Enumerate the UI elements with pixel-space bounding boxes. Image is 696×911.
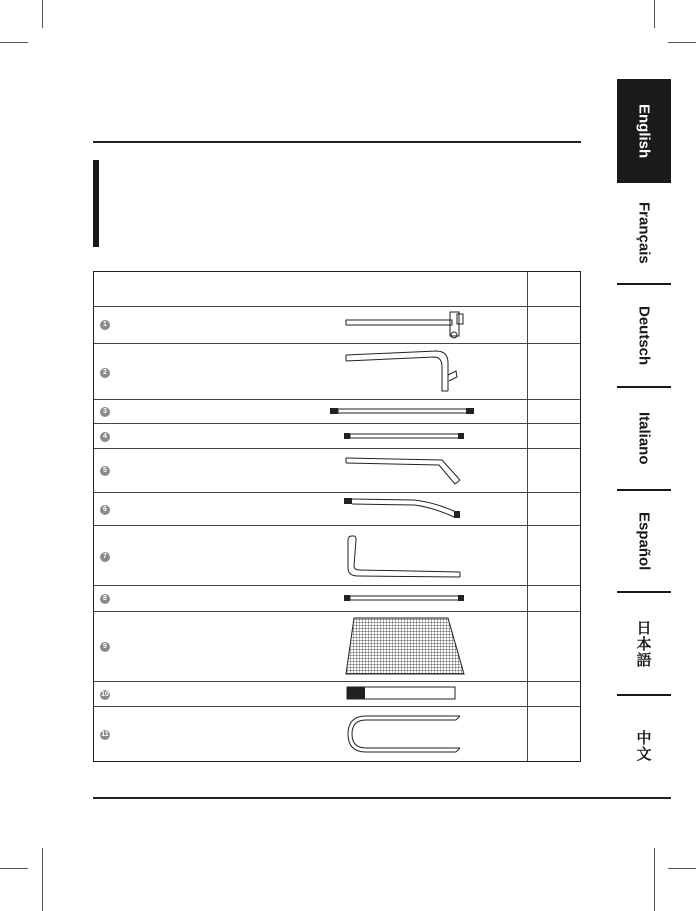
language-tab-japanese[interactable] — [617, 593, 671, 694]
language-tab-italiano[interactable] — [617, 388, 671, 489]
crop-mark — [42, 0, 43, 28]
quantity-column-divider — [527, 272, 528, 761]
crop-mark — [0, 42, 28, 43]
parts-table — [93, 271, 581, 762]
language-tab-chinese[interactable] — [617, 696, 671, 796]
crop-mark — [654, 848, 655, 911]
row-divider — [94, 525, 580, 526]
row-divider — [94, 343, 580, 344]
crop-mark — [0, 868, 28, 869]
part-number-badge: 8 — [100, 594, 110, 604]
language-label: Italiano — [635, 412, 653, 465]
row-divider — [94, 681, 580, 682]
crop-mark — [668, 868, 696, 869]
language-tab-english[interactable] — [617, 79, 671, 183]
row-divider — [94, 423, 580, 424]
bent-pole-icon — [344, 347, 464, 397]
row-divider — [94, 492, 580, 493]
language-label: Deutsch — [635, 305, 653, 366]
crop-mark — [42, 848, 43, 911]
header-rule — [93, 141, 581, 143]
section-accent-bar — [93, 160, 99, 247]
language-tab-deutsch[interactable] — [617, 285, 671, 386]
row-divider — [94, 399, 580, 400]
part-number-badge: 1 — [100, 320, 110, 330]
row-divider — [94, 306, 580, 307]
angled-tube-icon — [344, 452, 468, 486]
part-number-badge: 2 — [100, 368, 110, 378]
part-number-badge: 5 — [100, 466, 110, 476]
row-divider — [94, 448, 580, 449]
row-divider — [94, 706, 580, 707]
crop-mark — [654, 0, 655, 28]
part-number-badge: 10 — [101, 691, 109, 698]
language-tab-espanol[interactable] — [617, 491, 671, 591]
part-number-badge: 11 — [101, 731, 109, 738]
straight-rod-icon — [330, 405, 476, 417]
l-shaped-pole-icon — [344, 534, 468, 580]
language-label: 日本語 — [634, 619, 653, 668]
tube-with-bracket-icon — [344, 310, 474, 340]
straight-rod-icon — [344, 430, 468, 442]
net-icon — [344, 616, 468, 678]
language-label: 中文 — [634, 730, 653, 762]
strap-icon — [346, 686, 458, 702]
language-label: Français — [635, 202, 653, 264]
row-divider — [94, 611, 580, 612]
part-number-badge: 7 — [100, 552, 110, 562]
part-number-badge: 6 — [100, 505, 110, 515]
language-label: English — [635, 103, 653, 159]
curved-tube-icon — [344, 496, 468, 522]
language-tab-francais[interactable] — [617, 183, 671, 283]
part-number-badge: 3 — [100, 407, 110, 417]
u-shaped-stake-icon — [344, 712, 468, 756]
row-divider — [94, 585, 580, 586]
footer-rule — [93, 797, 671, 799]
language-label: Español — [635, 511, 653, 571]
crop-mark — [668, 42, 696, 43]
part-number-badge: 9 — [100, 642, 110, 652]
straight-rod-icon — [344, 592, 468, 604]
part-number-badge: 4 — [100, 432, 110, 442]
